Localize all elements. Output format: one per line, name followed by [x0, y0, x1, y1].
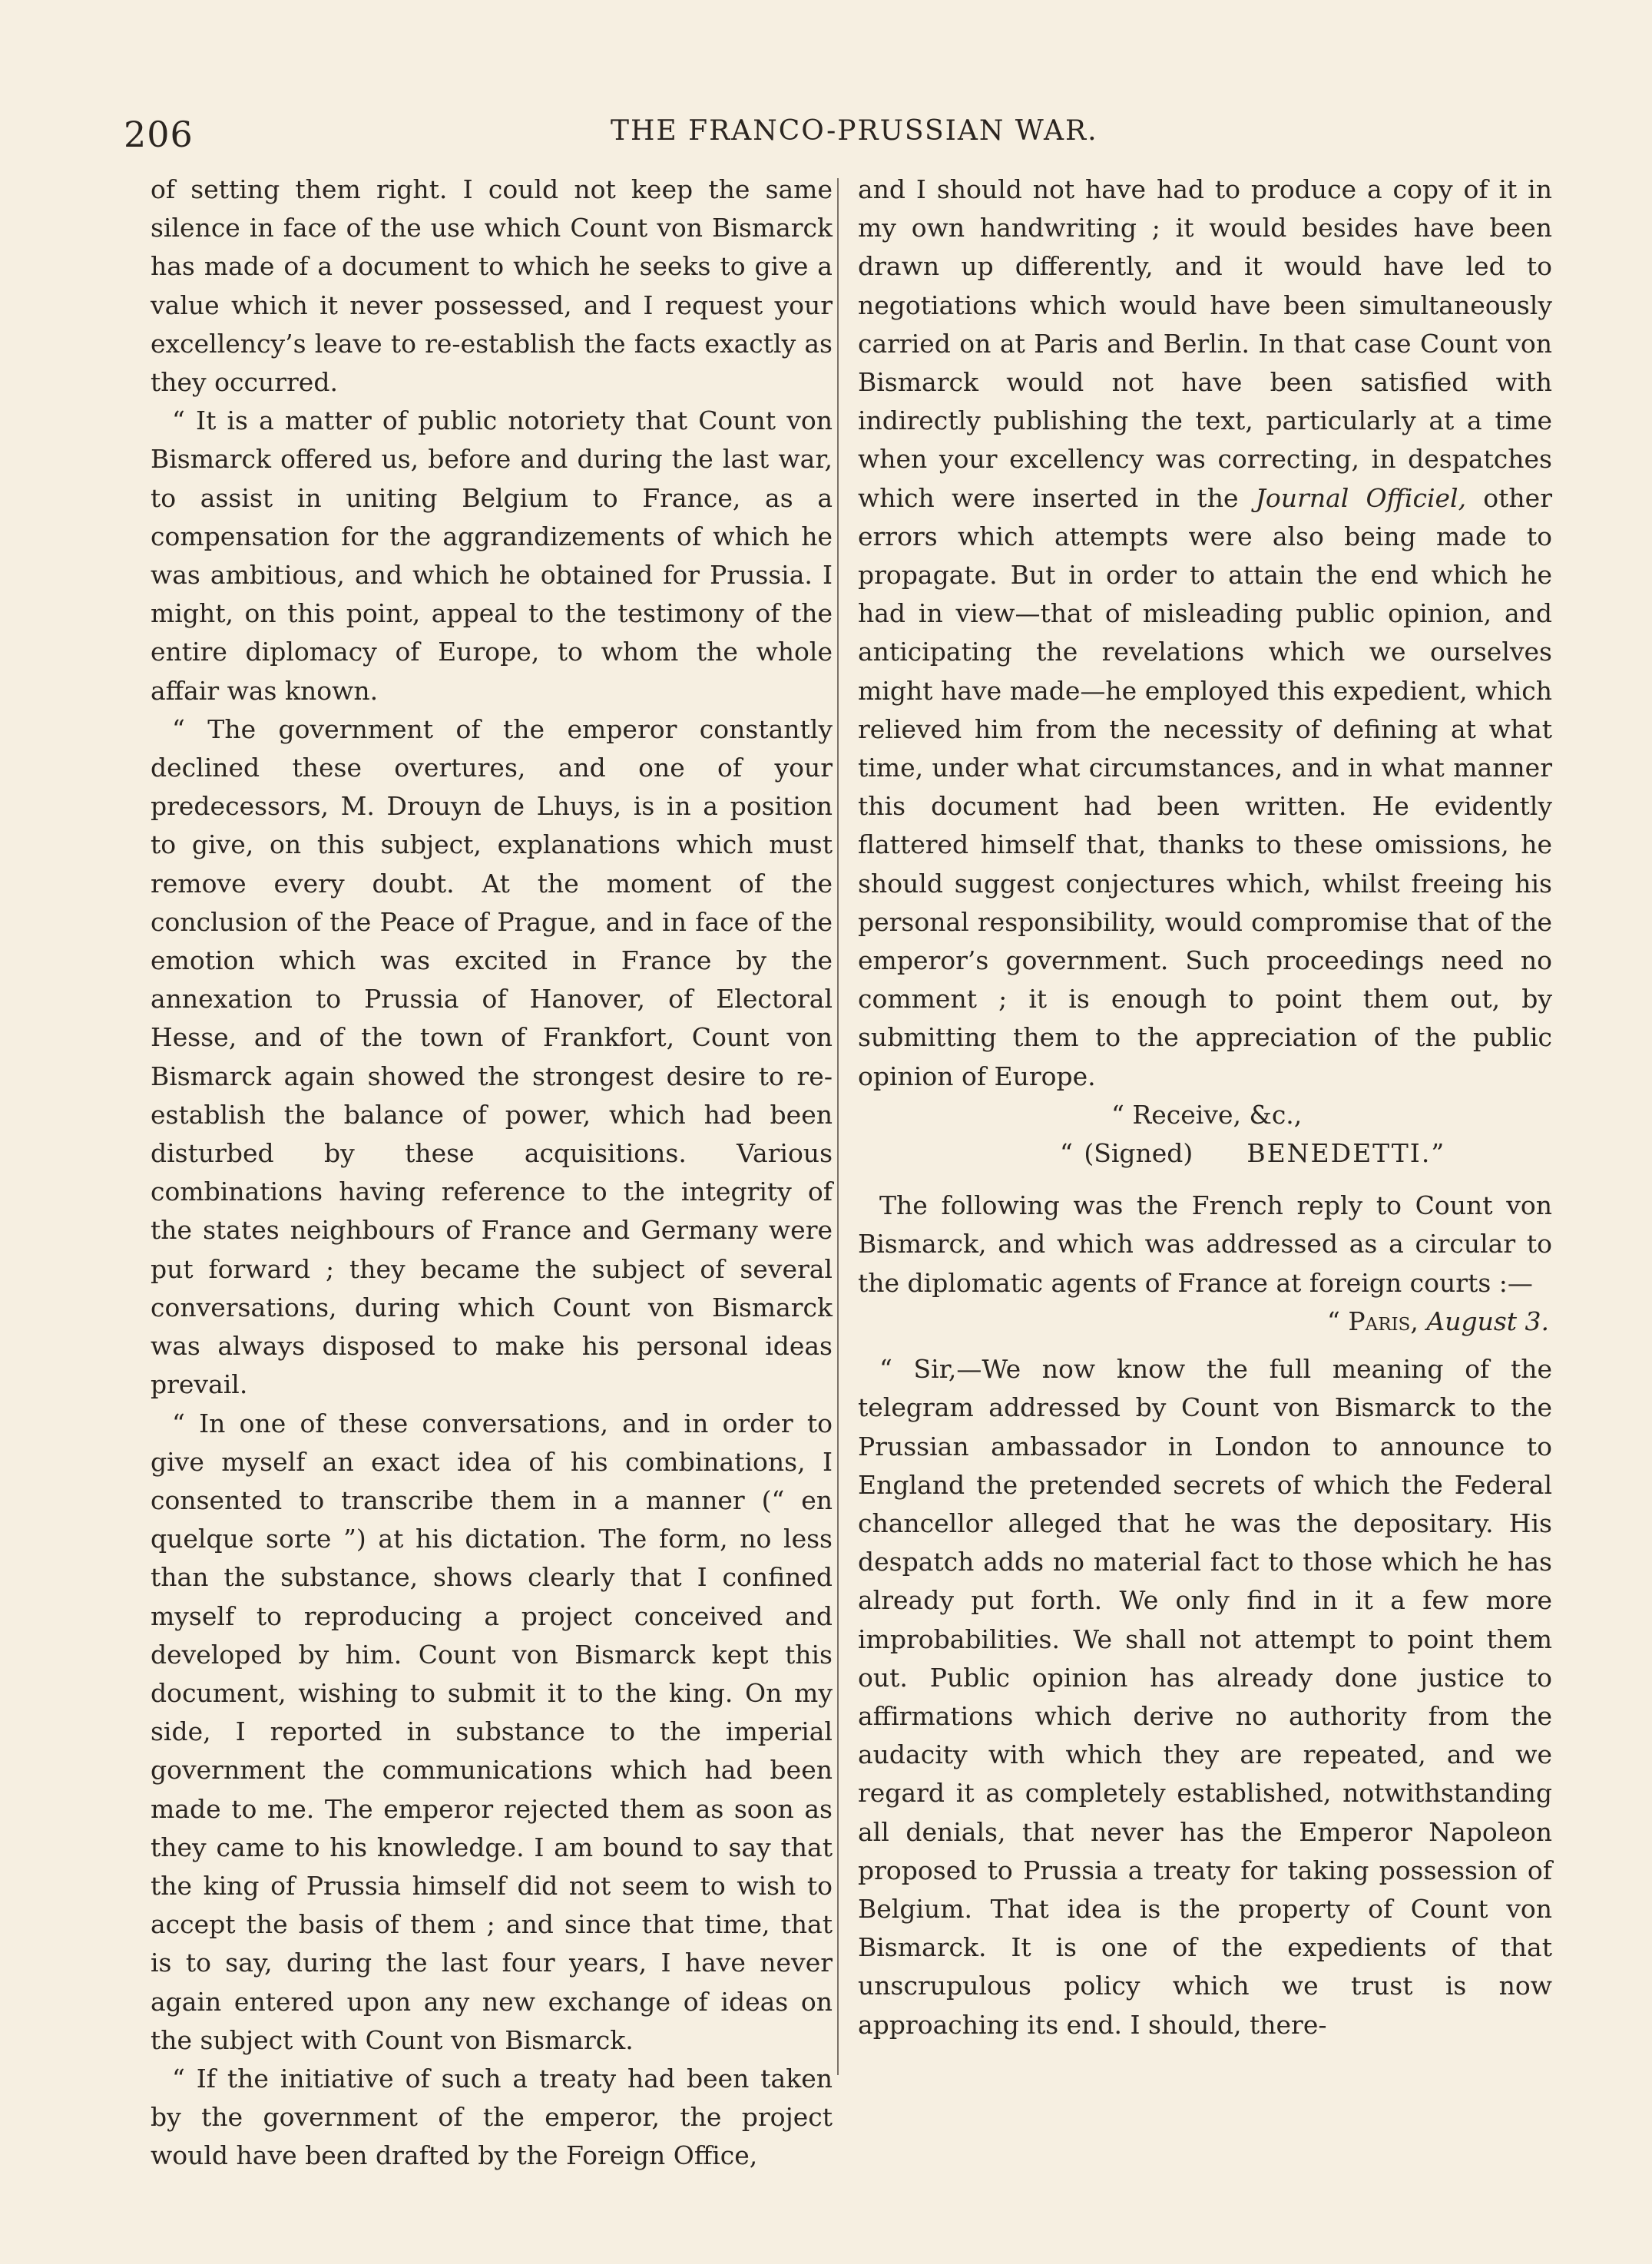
signature-line	[858, 1134, 1552, 1173]
dateline	[858, 1302, 1552, 1341]
paragraph-overtures-declined: “ The government of the emperor constantly declined these overtures, and one of your predecessors, M. Drouyn de Lhuys, is in a position to give, on this subject, explanations which must remove every doubt. At the moment of the conclusion of the Peace of Prague, and in face of the emotion which was excited in France by the annexation to Prussia of Hanover, of Electoral Hesse, and of the town of Frankfort, Count von Bismarck again showed the strongest desire to re-establish the balance of power, which had been disturbed by these acquisitions. Various combinations having reference to the integrity of the states neighbours of France and Germany were put forward ; they became the subject of several conversations, during which Count von Bismarck was always disposed to make his personal ideas prevail.	[151, 713, 833, 1400]
signatory-name: BENEDETTI.”	[1246, 1138, 1446, 1169]
signed-label: “ (Signed)	[1060, 1138, 1193, 1169]
right-column	[858, 170, 1552, 2044]
paragraph-continuation: of setting them right. I could not keep the same silence in face of the use which Count von Bismarck has made of a document to which he seeks to give a value which it never possessed, and I request your excellency’s leave to re-establish the facts exactly as they occurred.	[151, 174, 833, 398]
paragraph-initiative: “ If the initiative of such a treaty had been taken by the government of the emperor, the project would have been drafted by the Foreign Office,	[151, 2063, 833, 2171]
journal-officiel-title: Journal Officiel,	[1255, 482, 1467, 513]
paragraph-handwriting-part1: and I should not have had to produce a copy of it in my own handwriting ; it would besides have been drawn up differently, and it would have led to negotiations which would have been simultaneously carried on at Paris and Berlin. In that case Count von Bismarck would not have been satisfied with indirectly publishing the text, particularly at a time when your excellency was correcting, in despatches which were inserted in the	[858, 174, 1552, 513]
paragraph-handwriting-part2: other errors which attempts were also being made to propagate. But in order to attain the end which he had in view—that of misleading public opinion, and anticipating the revelations which we ourselves might have made—he employed this expedient, which relieved him from the necessity of defining at what time, under what circumstances, and in what manner this document had been written. He evidently flattered himself that, thanks to these omissions, he should suggest conjectures which, whilst freeing his personal responsibility, would compromise that of the emperor’s government. Such proceedings need no comment ; it is enough to point them out, by submitting them to the appreciation of the public opinion of Europe.	[858, 482, 1552, 1091]
paragraph-handwriting	[858, 170, 1552, 1096]
left-column	[151, 170, 833, 2176]
paragraph-french-reply-intro: The following was the French reply to Count von Bismarck, and which was addressed as a circular to the diplomatic agents of France at foreign courts :—	[858, 1190, 1552, 1298]
paragraph-circular-letter: “ Sir,—We now know the full meaning of the telegram addressed by Count von Bismarck to the Prussian ambassador in London to announce to England the pretended secrets of which the Federal chancellor alleged that he was the depositary. His despatch adds no material fact to those which he has already put forth. We only find in it a few more improbabilities. We shall not attempt to point them out. Public opinion has already done justice to affirmations which derive no authority from the audacity with which they are repeated, and we regard it as completely established, notwithstanding all denials, that never has the Emperor Napoleon proposed to Prussia a treaty for taking possession of Belgium. That idea is the property of Count von Bismarck. It is one of the expedients of that unscrupulous policy which we trust is now approaching its end. I should, there-	[858, 1354, 1552, 2040]
running-title: THE FRANCO-PRUSSIAN WAR.	[611, 115, 1098, 147]
dateline-city: “ Paris,	[1327, 1306, 1419, 1336]
page-number: 206	[124, 114, 194, 155]
paragraph-conversations: “ In one of these conversations, and in order to give myself an exact idea of his combinations, I consented to transcribe them in a manner (“ en quelque sorte ”) at his dictation. The form, no less than the substance, shows clearly that I confined myself to reproducing a project conceived and developed by him. Count von Bismarck kept this document, wishing to submit it to the king. On my side, I reported in substance to the imperial government the communications which had been made to me. The emperor rejected them as soon as they came to his knowledge. I am bound to say that the king of Prussia himself did not seem to wish to accept the basis of them ; and since that time, that is to say, during the last four years, I have never again entered upon any new exchange of ideas on the subject with Count von Bismarck.	[151, 1408, 833, 2055]
dateline-date: August 3.	[1426, 1306, 1549, 1336]
paragraph-belgium-offer: “ It is a matter of public notoriety that Count von Bismarck offered us, before and during the last war, to assist in uniting Belgium to France, as a compensation for the aggrandizements of which he was ambitious, and which he obtained for Prussia. I might, on this point, appeal to the testimony of the entire diplomacy of Europe, to whom the whole affair was known.	[151, 405, 833, 706]
closing-salutation: “ Receive, &c.,	[1111, 1099, 1303, 1130]
column-divider	[837, 178, 839, 2075]
